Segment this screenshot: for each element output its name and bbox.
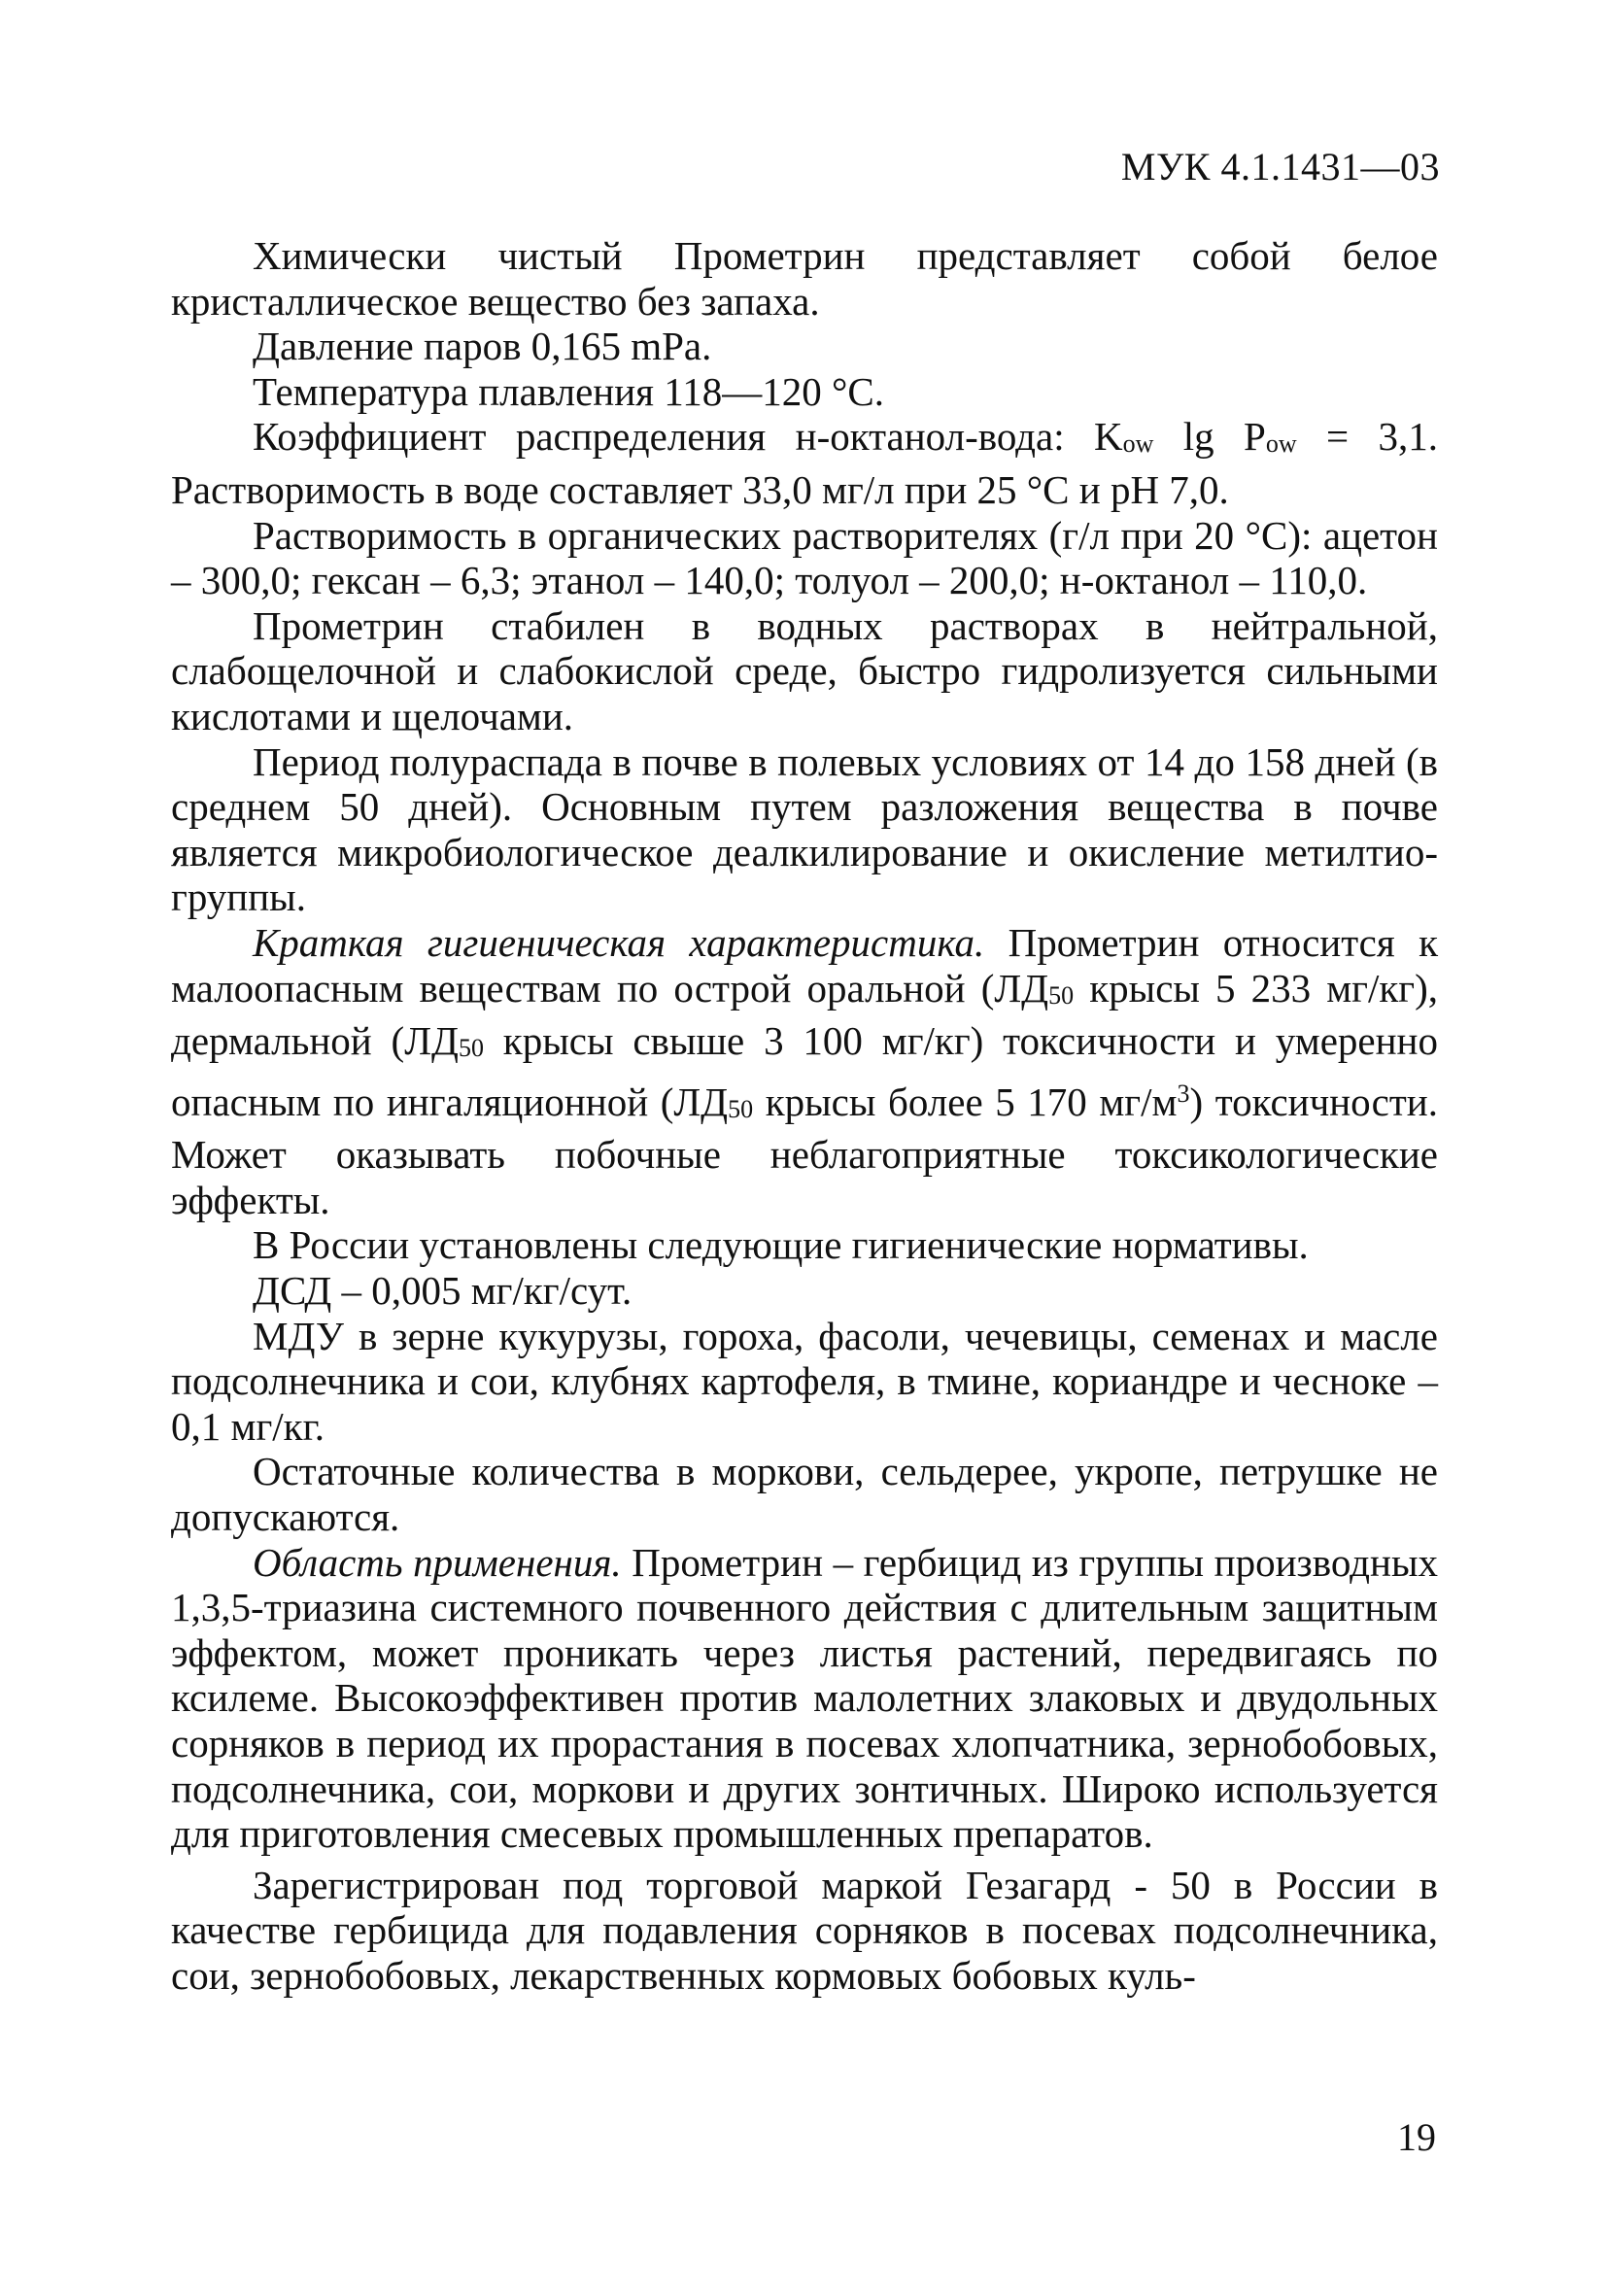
paragraph-hygienic-characteristic [171,920,1438,1223]
ld50-subscript-3: 50 [728,1094,754,1123]
cubic-superscript: 3 [1177,1079,1190,1108]
paragraph-melting-point: Температура плавления 118—120 °С. [253,368,885,414]
paragraph-norms-intro: В России установлены следующие гигиенические нормативы. [253,1222,1309,1268]
paragraph-stability: Прометрин стабилен в водных растворах в нейтральной, слабощелочной и слабокислой среде, быстро гидролизуется сильными кислотами и щелочами. [171,602,1438,738]
partition-text-mid: lg P [1153,414,1266,460]
hygienic-text-3: крысы свыше 3 100 мг/кг) токсичности и умеренно опасным по ингаляционной (ЛД [171,1018,1438,1124]
hygienic-text-1: Прометрин относится к малоопасным веществам по острой оральной (ЛД [171,919,1438,1011]
paragraph-half-life: Период полураспада в почве в полевых условиях от 14 до 158 дней (в среднем 50 дней). Основным путем разложения вещества в почве является микробиологическое деалкилирование и окисление метилтио-группы. [171,738,1438,920]
partition-text-end: = 3,1. Растворимость в воде составляет 33,0 мг/л при 25 °С и рН 7,0. [171,414,1438,512]
hygienic-text-2: крысы 5 233 мг/кг), дермальной (ЛД [171,965,1438,1064]
paragraph-dsd: ДСД – 0,005 мг/кг/сут. [253,1268,633,1314]
ld50-subscript-1: 50 [1048,980,1075,1010]
paragraph-description: Химически чистый Прометрин представляет собой белое кристаллическое вещество без запаха. [171,233,1438,324]
paragraph-solubility-organic: Растворимость в органических растворителях (г/л при 20 °С): ацетон – 300,0; гексан – 6,3; этанол – 140,0; толуол – 200,0; н-октанол – 110,0. [171,512,1438,603]
paragraph-partition-coefficient [171,414,1438,512]
hygienic-heading: Краткая гигиеническая характеристика. [253,919,985,965]
application-heading: Область применения. [253,1539,622,1585]
application-text: Прометрин – гербицид из группы производных 1,3,5-триазина системного почвенного действия с длительным защитным эффектом, может проникать через листья растений, передвигаясь по ксилеме. Высокоэффективен против малолетних злаковых и двудольных сорняков в период их прорастания в посевах хлопчатника, зернобобовых, подсолнечника, сои, моркови и других зонтичных. Широко используется для приготовления смесевых промышленных препаратов. [171,1539,1438,1857]
hygienic-text-4: крысы более 5 170 мг/м [753,1079,1178,1124]
body-text [171,233,1438,1999]
paragraph-mdu: МДУ в зерне кукурузы, гороха, фасоли, чечевицы, семенах и масле подсолнечника и сои, клубнях картофеля, в тмине, кориандре и чесноке – 0,1 мг/кг. [171,1313,1438,1449]
paragraph-registration: Зарегистрирован под торговой маркой Гезагард - 50 в России в качестве гербицида для подавления сорняков в посевах подсолнечника, сои, зернобобовых, лекарственных кормовых бобовых куль- [171,1862,1438,1998]
paragraph-vapor-pressure: Давление паров 0,165 mPa. [253,324,712,369]
document-code-header: МУК 4.1.1431—03 [1120,145,1440,188]
ld50-subscript-2: 50 [458,1034,484,1063]
subscript-ow-2: ow [1265,429,1297,459]
page-number: 19 [1397,2115,1436,2159]
paragraph-residues: Остаточные количества в моркови, сельдерее, укропе, петрушке не допускаются. [171,1449,1438,1540]
partition-text-start: Коэффициент распределения н-октанол-вода: K [253,414,1123,460]
paragraph-application [171,1540,1438,1857]
subscript-ow: ow [1122,429,1154,459]
hygienic-text-5: ) токсичности. Может оказывать побочные неблагоприятные токсикологические эффекты. [171,1079,1438,1222]
